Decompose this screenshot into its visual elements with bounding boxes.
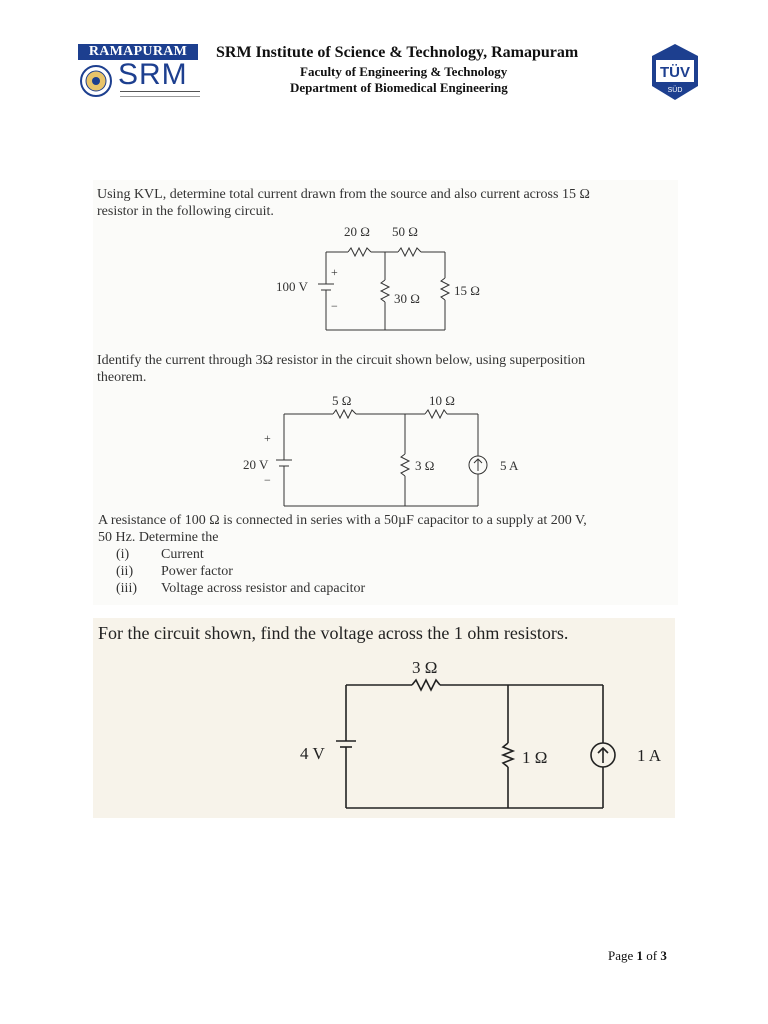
q3-line1: A resistance of 100 Ω is connected in series with a 50µF capacitor to a supply at 200 V,: [98, 513, 587, 528]
q1-label-source: 100 V: [276, 279, 308, 294]
logo-main-text: SRM: [118, 58, 188, 91]
q1-label-r3: 30 Ω: [394, 291, 420, 306]
q2-label-source: 20 V: [243, 457, 269, 472]
list-item: [116, 563, 365, 580]
page-current: 1: [636, 948, 644, 963]
q3-item-num: (iii): [116, 581, 137, 596]
q2-label-r1: 5 Ω: [332, 393, 352, 408]
institute-logo: [78, 44, 198, 100]
page-total: 3: [660, 948, 667, 963]
tuv-certification-logo: [648, 42, 702, 102]
q2-label-minus: −: [264, 473, 271, 487]
q2-text: [97, 352, 687, 386]
q4-label-current: 1 A: [637, 746, 662, 765]
q4-r3-resistor: [412, 680, 440, 690]
q1-label-r1: 20 Ω: [344, 224, 370, 239]
q2-label-r2: 10 Ω: [429, 393, 455, 408]
cert-logo-text: TÜV: [660, 64, 690, 81]
q1-label-r4: 15 Ω: [454, 283, 480, 298]
list-item: [116, 580, 365, 597]
page-middle: of: [643, 948, 661, 963]
q1-text: [97, 186, 687, 220]
q1-r30-resistor: [381, 280, 389, 302]
q2-label-plus: +: [264, 431, 271, 445]
q1-r20-resistor: [348, 248, 371, 256]
q4-label-r1: 3 Ω: [412, 658, 438, 677]
q3-item-text: Voltage across resistor and capacitor: [161, 581, 366, 596]
faculty-name: Faculty of Engineering & Technology: [300, 64, 508, 79]
q3-item-text: Current: [161, 547, 204, 562]
q2-r5-resistor: [333, 410, 356, 418]
list-item: [116, 546, 365, 563]
logo-subline: [120, 91, 200, 97]
q3-item-num: (ii): [116, 564, 134, 579]
q1-line2: resistor in the following circuit.: [97, 204, 274, 219]
q3-item-num: (i): [116, 547, 130, 562]
q3-list: [116, 546, 365, 597]
q1-label-r2: 50 Ω: [392, 224, 418, 239]
q4-r1-resistor: [503, 743, 513, 767]
page-number: [608, 948, 667, 964]
q1-label-plus: +: [331, 265, 338, 279]
q4-text: For the circuit shown, find the voltage across the 1 ohm resistors.: [98, 623, 569, 643]
q1-line1: Using KVL, determine total current drawn from the source and also current across 15 Ω: [97, 187, 590, 202]
q2-line2: theorem.: [97, 370, 147, 385]
institute-title: SRM Institute of Science & Technology, Ramapuram: [216, 44, 579, 61]
q2-line1: Identify the current through 3Ω resistor in the circuit shown below, using superposition: [97, 353, 586, 368]
q2-label-current: 5 A: [500, 458, 519, 473]
logo-top-text: RAMAPURAM: [78, 44, 198, 60]
cert-sub-text: SÜD: [667, 87, 683, 94]
department-name: Department of Biomedical Engineering: [290, 80, 508, 95]
q2-circuit-diagram: [238, 390, 519, 512]
q2-r3-resistor: [401, 454, 409, 476]
q4-label-source: 4 V: [300, 744, 325, 763]
q1-r15-resistor: [441, 278, 449, 300]
q2-r10-resistor: [425, 410, 447, 418]
q1-circuit-diagram: [270, 222, 500, 334]
q2-label-r3: 3 Ω: [415, 458, 435, 473]
q3-line2: 50 Hz. Determine the: [98, 530, 219, 545]
q1-r50-resistor: [398, 248, 421, 256]
page-prefix: Page: [608, 948, 637, 963]
q1-label-minus: −: [331, 299, 338, 313]
q3-item-text: Power factor: [161, 564, 233, 579]
srm-emblem-icon: [78, 64, 114, 98]
q3-text: [98, 512, 688, 546]
q4-circuit-diagram: [290, 655, 680, 815]
q4-label-r2: 1 Ω: [522, 748, 548, 767]
